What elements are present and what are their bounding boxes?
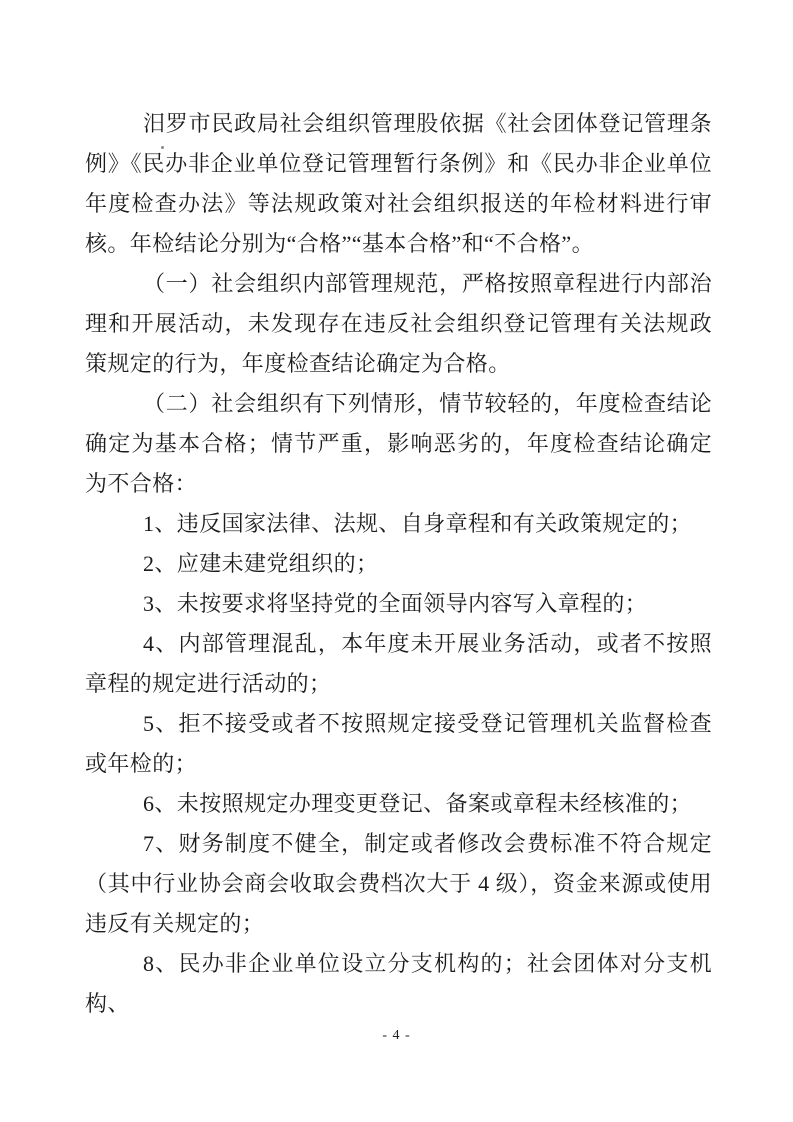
page-footer	[0, 1028, 793, 1044]
list-item-5: 5、拒不接受或者不按照规定接受登记管理机关监督检查或年检的；	[85, 711, 712, 776]
paragraph-section-2: （二）社会组织有下列情形，情节较轻的，年度检查结论确定为基本合格；情节严重，影响恶劣的，年度检查结论确定为不合格：	[85, 391, 712, 496]
list-item-6: 6、未按照规定办理变更登记、备案或章程未经核准的；	[143, 791, 693, 816]
list-item-4: 4、内部管理混乱，本年度未开展业务活动，或者不按照章程的规定进行活动的；	[85, 631, 712, 696]
document-body	[85, 104, 712, 1024]
list-item-3: 3、未按要求将坚持党的全面领导内容写入章程的；	[143, 591, 648, 616]
paragraph-intro: 汨罗市民政局社会组织管理股依据《社会团体登记管理条例》《民办非企业单位登记管理暂行条例》和《民办非企业单位年度检查办法》等法规政策对社会组织报送的年检材料进行审核。年检结论分别为“合格”“基本合格”和“不合格”。	[85, 111, 712, 256]
page-number: - 4 -	[382, 1028, 411, 1043]
paragraph-section-1: （一）社会组织内部管理规范，严格按照章程进行内部治理和开展活动，未发现存在违反社会组织登记管理有关法规政策规定的行为，年度检查结论确定为合格。	[85, 271, 712, 376]
list-item-8: 8、民办非企业单位设立分支机构的；社会团体对分支机构、	[85, 951, 712, 1016]
list-item-2: 2、应建未建党组织的；	[143, 551, 379, 576]
list-item-1: 1、违反国家法律、法规、自身章程和有关政策规定的；	[143, 511, 693, 536]
list-item-7: 7、财务制度不健全，制定或者修改会费标准不符合规定（其中行业协会商会收取会费档次大于 4 级），资金来源或使用违反有关规定的；	[85, 831, 712, 936]
